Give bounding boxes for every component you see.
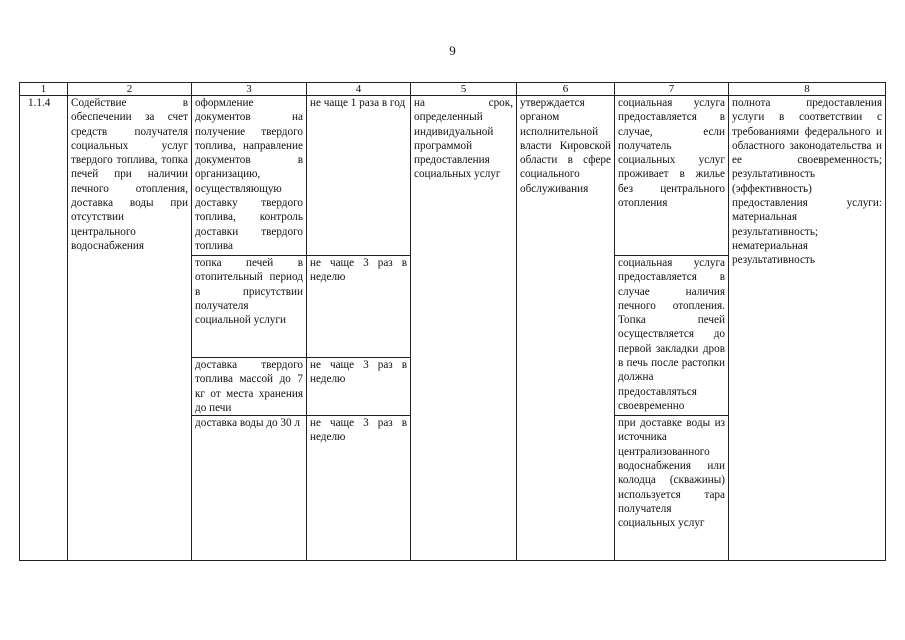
row-number-cell: 1.1.4 [20,96,68,561]
subservice-description-cell: топка печей в отопительный период в присутствии получателя социальной услуги [192,256,307,358]
frequency-cell: не чаще 1 раза в год [307,96,411,256]
col-header-1: 1 [20,83,68,96]
table-row [20,96,886,256]
subservice-description-cell: доставка воды до 30 л [192,416,307,561]
term-cell: на срок, определенный индивидуальной программой предоставления социальных услуг [411,96,517,561]
frequency-cell: не чаще 3 раз в неделю [307,358,411,416]
page-number: 9 [449,43,456,58]
services-table [19,82,886,561]
approval-cell: утверждается органом исполнительной власти Кировской области в сфере социального обслуживания [517,96,615,561]
col-header-5: 5 [411,83,517,96]
col-header-2: 2 [68,83,192,96]
col-header-7: 7 [615,83,729,96]
frequency-cell: не чаще 3 раз в неделю [307,416,411,561]
subservice-description-cell: доставка твердого топлива массой до 7 кг от места хранения до печи [192,358,307,416]
conditions-cell: социальная услуга предоставляется в случае наличия печного отопления. Топка печей осуществляется до первой закладки дров в печь после растопки должна предоставляться своевременно [615,256,729,416]
col-header-3: 3 [192,83,307,96]
conditions-cell: социальная услуга предоставляется в случае, если получатель социальных услуг проживает в жилье без центрального отопления [615,96,729,256]
col-header-4: 4 [307,83,411,96]
col-header-8: 8 [729,83,886,96]
frequency-cell: не чаще 3 раз в неделю [307,256,411,358]
header-row [20,83,886,96]
col-header-6: 6 [517,83,615,96]
quality-cell: полнота предоставления услуги в соответствии с требованиями федерального и областного законодательства и ее своевременность; результативность (эффективность) предоставления услуги: материальная результативность; нематериальная результативность [729,96,886,561]
conditions-cell: при доставке воды из источника централизованного водоснабжения или колодца (скважины) используется тара получателя социальных услуг [615,416,729,561]
subservice-description-cell: оформление документов на получение твердого топлива, направление документов в организацию, осуществляющую доставку твердого топлива, контроль доставки твердого топлива [192,96,307,256]
service-name-cell: Содействие в обеспечении за счет средств получателя социальных услуг твердого топлива, топка печей при наличии печного отопления, доставка воды при отсутствии центрального водоснабжения [68,96,192,561]
